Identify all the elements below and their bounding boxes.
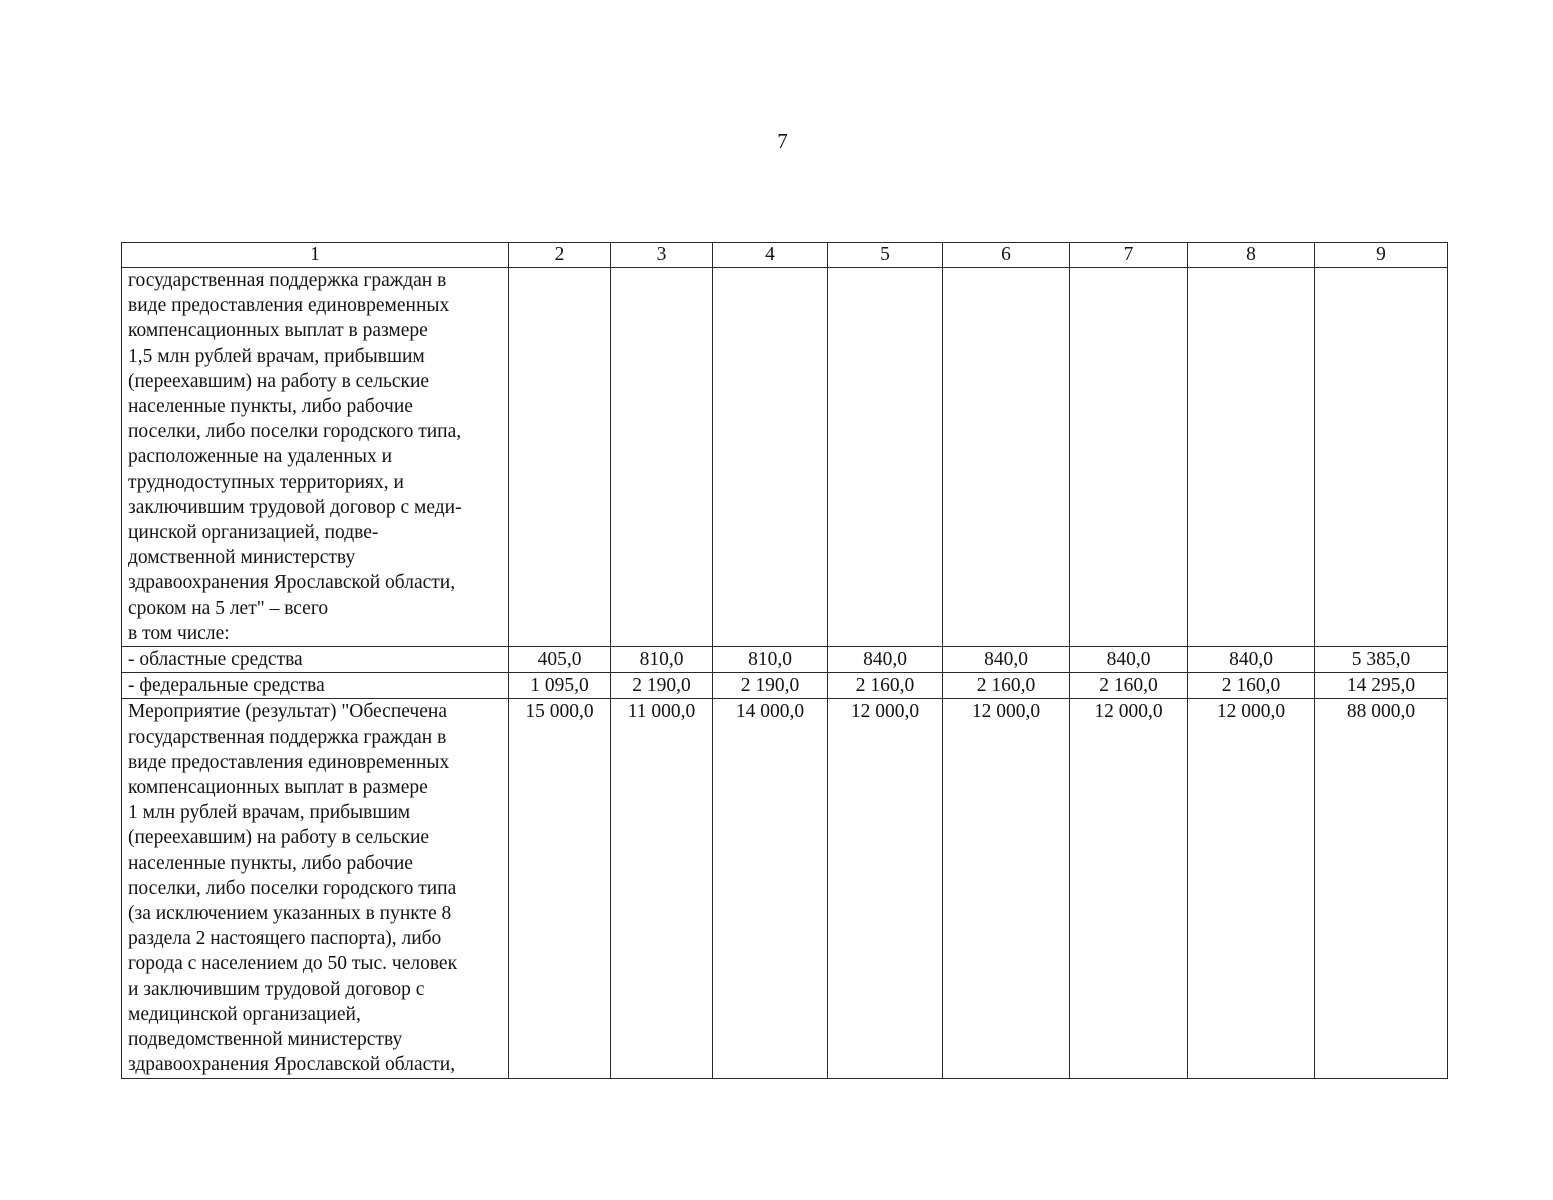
table-cell: 810,0 xyxy=(611,647,713,673)
column-header: 4 xyxy=(713,243,828,268)
table-cell: 1 095,0 xyxy=(509,673,611,699)
table-cell: 840,0 xyxy=(1188,647,1315,673)
table-cell: 810,0 xyxy=(713,647,828,673)
funding-table xyxy=(121,242,1448,1079)
row-description: государственная поддержка граждан в виде предоставления единовременных компенсационных выплат в размере 1,5 млн рублей врачам, прибывшим (переехавшим) на работу в сельские населенные пункты, либо рабочие поселки, либо поселки городского типа, расположенные на удаленных и труднодоступных территориях, и заключившим трудовой договор с меди- цинской организацией, подве- домственной министерству здравоохранения Ярославской области, сроком на 5 лет" – всего в том числе: xyxy=(122,268,509,647)
table-row xyxy=(122,268,1448,647)
table-cell: 5 385,0 xyxy=(1315,647,1448,673)
table-row xyxy=(122,699,1448,1078)
table-cell: 2 190,0 xyxy=(611,673,713,699)
column-header: 5 xyxy=(828,243,943,268)
table-cell xyxy=(509,268,611,647)
table-cell: 2 190,0 xyxy=(713,673,828,699)
column-header: 1 xyxy=(122,243,509,268)
table-cell: 14 295,0 xyxy=(1315,673,1448,699)
table-cell: 15 000,0 xyxy=(509,699,611,1078)
table-cell: 12 000,0 xyxy=(828,699,943,1078)
table-cell: 11 000,0 xyxy=(611,699,713,1078)
table-cell xyxy=(713,268,828,647)
column-number-row xyxy=(122,243,1448,268)
table-cell xyxy=(1315,268,1448,647)
table-cell: 405,0 xyxy=(509,647,611,673)
table-cell xyxy=(1188,268,1315,647)
column-header: 2 xyxy=(509,243,611,268)
table-row xyxy=(122,673,1448,699)
table-cell xyxy=(943,268,1070,647)
table-cell: 2 160,0 xyxy=(1070,673,1188,699)
table-cell xyxy=(611,268,713,647)
column-header: 3 xyxy=(611,243,713,268)
page-number: 7 xyxy=(777,129,788,153)
row-description: - федеральные средства xyxy=(122,673,509,699)
table-row xyxy=(122,647,1448,673)
table-cell: 840,0 xyxy=(1070,647,1188,673)
table-cell: 88 000,0 xyxy=(1315,699,1448,1078)
table-cell: 2 160,0 xyxy=(1188,673,1315,699)
table-cell: 2 160,0 xyxy=(828,673,943,699)
table-cell: 840,0 xyxy=(828,647,943,673)
column-header: 7 xyxy=(1070,243,1188,268)
table-cell: 12 000,0 xyxy=(1188,699,1315,1078)
table-cell xyxy=(1070,268,1188,647)
column-header: 6 xyxy=(943,243,1070,268)
table-cell: 12 000,0 xyxy=(943,699,1070,1078)
row-description: - областные средства xyxy=(122,647,509,673)
column-header: 8 xyxy=(1188,243,1315,268)
table-cell: 14 000,0 xyxy=(713,699,828,1078)
row-description: Мероприятие (результат) "Обеспечена государственная поддержка граждан в виде предоставления единовременных компенсационных выплат в размере 1 млн рублей врачам, прибывшим (переехавшим) на работу в сельские населенные пункты, либо рабочие поселки, либо поселки городского типа (за исключением указанных в пункте 8 раздела 2 настоящего паспорта), либо города с населением до 50 тыс. человек и заключившим трудовой договор с медицинской организацией, подведомственной министерству здравоохранения Ярославской области, xyxy=(122,699,509,1078)
table-cell: 840,0 xyxy=(943,647,1070,673)
table-cell xyxy=(828,268,943,647)
table-cell: 2 160,0 xyxy=(943,673,1070,699)
column-header: 9 xyxy=(1315,243,1448,268)
table-cell: 12 000,0 xyxy=(1070,699,1188,1078)
